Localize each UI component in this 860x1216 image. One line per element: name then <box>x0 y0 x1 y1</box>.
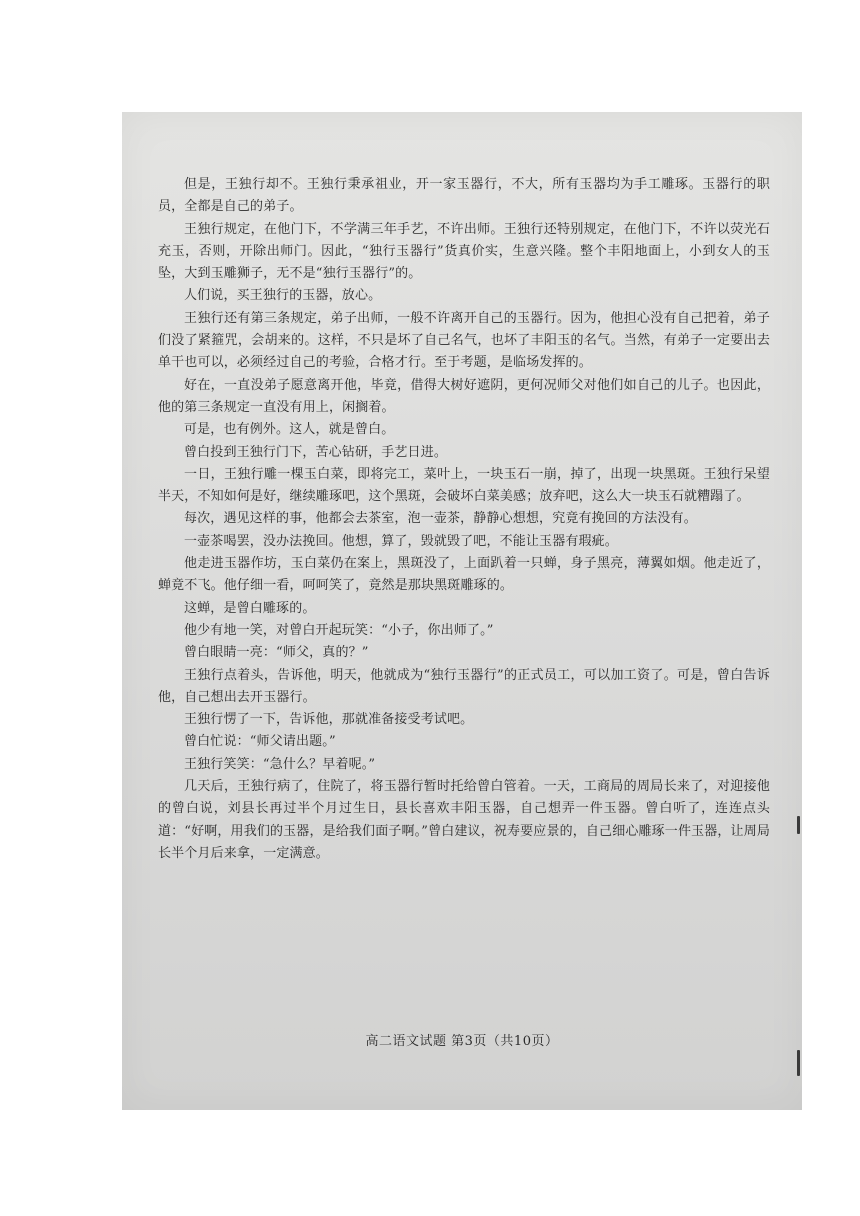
paragraph: 这蝉，是曾白雕琢的。 <box>184 600 316 616</box>
story-text <box>158 174 770 865</box>
paragraph: 王独行点着头，告诉他，明天，他就成为“独行玉器行”的正式员工，可以加工资了。可是，曾白告诉他，自己想出去开玉器行。 <box>158 667 770 705</box>
paragraph: 每次，遇见这样的事，他都会去茶室，泡一壶茶，静静心想想，究竟有挽回的方法没有。 <box>184 511 697 527</box>
paragraph: 人们说，买王独行的玉器，放心。 <box>184 288 382 304</box>
paragraph: 一日，王独行雕一棵玉白菜，即将完工，菜叶上，一块玉石一崩，掉了，出现一块黑斑。王独行呆望半天，不知如何是好，继续雕琢吧，这个黑斑，会破坏白菜美感；放弃吧，这么大一块玉石就糟蹋了。 <box>158 466 770 505</box>
scanned-exam-page <box>122 112 802 1110</box>
scan-edge-mark <box>797 816 800 834</box>
paragraph: 王独行还有第三条规定，弟子出师，一般不许离开自己的玉器行。因为，他担心没有自己把着，弟子们没了紧箍咒，会胡来的。这样，不只是坏了自己名气，也坏了丰阳玉的名气。当然，有弟子一定要出去单干也可以，必须经过自己的考验，合格才行。至于考题，是临场发挥的。 <box>158 310 770 371</box>
paragraph: 几天后，王独行病了，住院了，将玉器行暂时托给曾白管着。一天，工商局的周局长来了，对迎接他的曾白说，刘县长再过半个月过生日，县长喜欢丰阳玉器，自己想弄一件玉器。曾白听了，连连点头道：“好啊，用我们的玉器，是给我们面子啊。”曾白建议，祝寿要应景的，自己细心雕琢一件玉器，让周局长半个月后来拿，一定满意。 <box>158 779 770 861</box>
paragraph: 王独行笑笑：“急什么？早着呢。” <box>184 756 376 772</box>
paragraph: 好在，一直没弟子愿意离开他，毕竟，借得大树好遮阴，更何况师父对他们如自己的儿子。也因此，他的第三条规定一直没有用上，闲搁着。 <box>158 377 770 415</box>
paragraph: 一壶茶喝罢，没办法挽回。他想，算了，毁就毁了吧，不能让玉器有瑕疵。 <box>184 533 618 549</box>
paragraph: 他少有地一笑，对曾白开起玩笑：“小子，你出师了。” <box>184 622 494 638</box>
scan-edge-mark <box>797 1050 800 1076</box>
paragraph: 王独行规定，在他门下，不学满三年手艺，不许出师。王独行还特别规定，在他门下，不许以荧光石充玉，否则，开除出师门。因此，“独行玉器行”货真价实，生意兴隆。整个丰阳地面上，小到女人的玉坠，大到玉雕狮子，无不是“独行玉器行”的。 <box>158 221 770 282</box>
paragraph: 他走进玉器作坊，玉白菜仍在案上，黑斑没了，上面趴着一只蝉，身子黑亮，薄翼如烟。他走近了，蝉竟不飞。他仔细一看，呵呵笑了，竟然是那块黑斑雕琢的。 <box>158 556 770 594</box>
paragraph: 但是，王独行却不。王独行秉承祖业，开一家玉器行，不大，所有玉器均为手工雕琢。玉器行的职员，全都是自己的弟子。 <box>158 177 770 215</box>
paragraph: 王独行愣了一下，告诉他，那就准备接受考试吧。 <box>184 712 474 728</box>
paragraph: 可是，也有例外。这人，就是曾白。 <box>184 422 395 438</box>
page-footer: 高二语文试题 第3页（共10页） <box>365 1034 559 1049</box>
paragraph: 曾白眼睛一亮：“师父，真的？” <box>184 645 369 661</box>
paragraph: 曾白投到王独行门下，苦心钻研，手艺日进。 <box>184 444 448 460</box>
paragraph: 曾白忙说：“师父请出题。” <box>184 734 336 750</box>
